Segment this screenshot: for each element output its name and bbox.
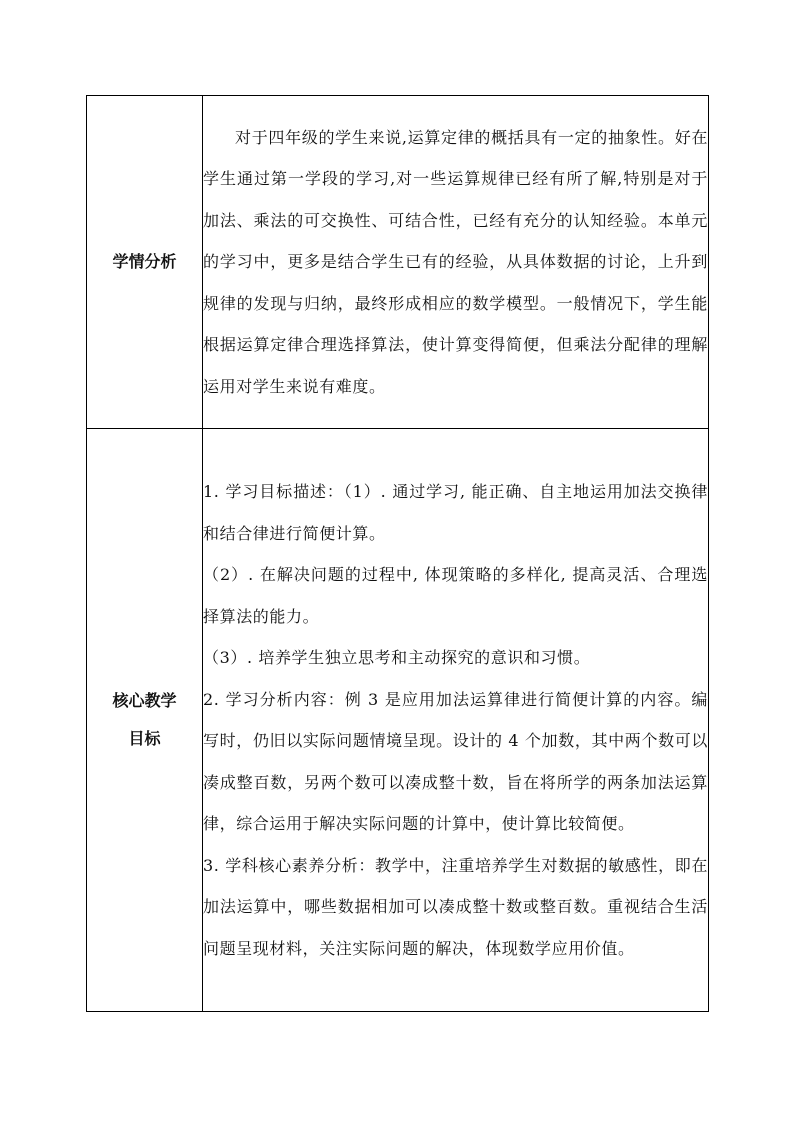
table-row-core-objectives [87, 429, 709, 1012]
row-label-learner-analysis [87, 96, 203, 429]
objective-paragraph-1: 1. 学习目标描述：（1）. 通过学习, 能正确、自主地运用加法交换律和结合律进行简便计算。 [203, 482, 708, 543]
row-label-text-line-1: 核心教学 [112, 691, 177, 710]
objective-paragraph-3: （3）. 培养学生独立思考和主动探究的意识和习惯。 [203, 648, 591, 667]
lesson-plan-table [86, 95, 709, 1012]
row-content-learner-analysis [203, 96, 709, 429]
core-literacy-paragraph: 3. 学科核心素养分析：教学中，注重培养学生对数据的敏感性，即在加法运算中，哪些数据相加可以凑成整十数或整百数。重视结合生活问题呈现材料，关注实际问题的解决，体现数学应用价值。 [203, 855, 708, 958]
row-content-core-objectives [203, 429, 709, 1012]
row-label-text-line-2: 目标 [128, 729, 161, 748]
analysis-paragraph: 2. 学习分析内容：例 3 是应用加法运算律进行简便计算的内容。编写时，仍旧以实际问题情境呈现。设计的 4 个加数，其中两个数可以凑成整百数，另两个数可以凑成整十数，旨在将所学的两条加法运算律，综合运用于解决实际问题的计算中，使计算比较简便。 [203, 689, 708, 833]
content-paragraph: 对于四年级的学生来说,运算定律的概括具有一定的抽象性。好在学生通过第一学段的学习,对一些运算规律已经有所了解,特别是对于加法、乘法的可交换性、可结合性，已经有充分的认知经验。本单元的学习中，更多是结合学生已有的经验，从具体数据的讨论，上升到规律的发现与归纳，最终形成相应的数学模型。一般情况下，学生能根据运算定律合理选择算法，使计算变得简便，但乘法分配律的理解运用对学生来说有难度。 [203, 127, 708, 396]
objective-paragraph-2: （2）. 在解决问题的过程中, 体现策略的多样化, 提高灵活、合理选择算法的能力。 [203, 565, 708, 626]
row-label-core-objectives [87, 429, 203, 1012]
table-row-learner-analysis [87, 96, 709, 429]
row-label-text: 学情分析 [112, 252, 177, 271]
